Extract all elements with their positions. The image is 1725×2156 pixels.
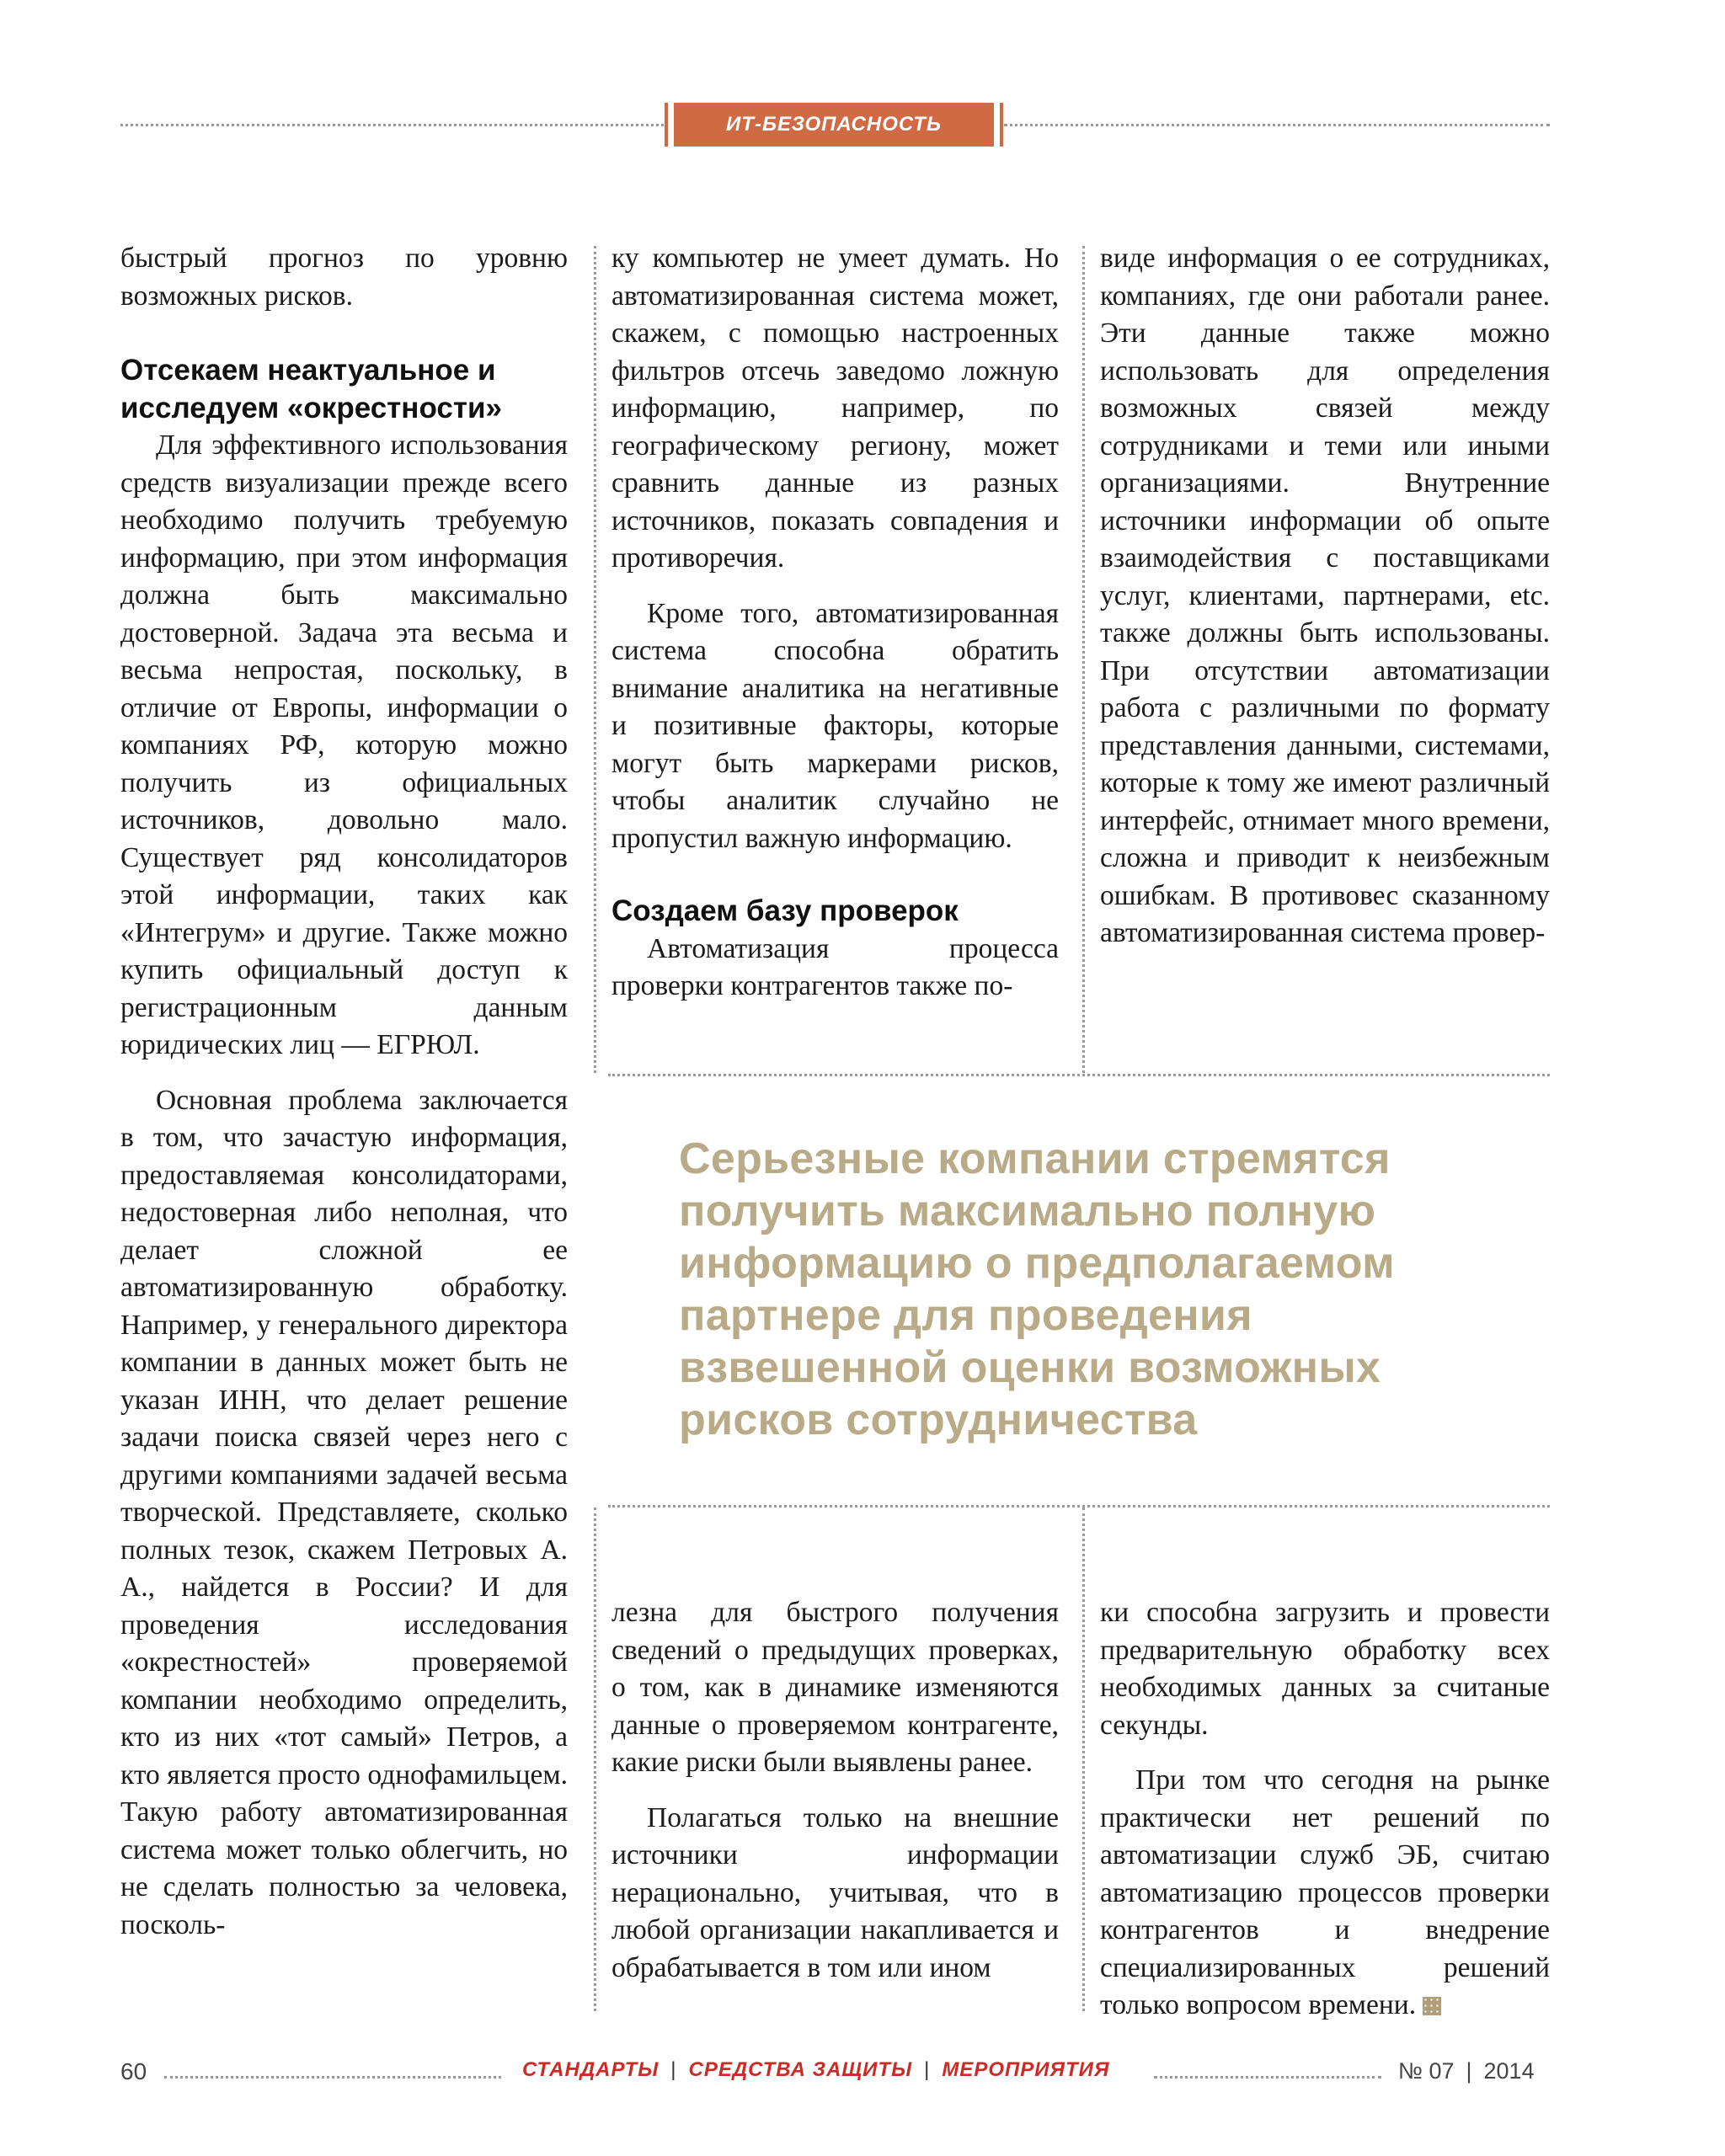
paragraph: виде информация о ее сотрудниках, компаниях, где они работали ранее. Эти данные также можно использовать для определения возможных связей между сотрудниками и теми или иными организациями. Внутренние источники информации об опыте взаимодействия с поставщиками услуг, клиентами, партнерами, etc. также должны быть использованы. При отсутствии автоматизации работа с различными по формату представления данными, системами, которые к тому же имеют различный интерфейс, отнимает много времени, сложна и приводит к неизбежным ошибкам. В противовес сказанному автоматизированная система провер- [1100, 243, 1550, 948]
paragraph: лезна для быстрого получения сведений о предыдущих проверках, о том, как в динамике изменяются данные о проверяемом контрагенте, какие риски были выявлены ранее. [611, 1597, 1059, 1778]
nav-separator: | [670, 2058, 677, 2081]
issue-year: 2014 [1483, 2058, 1535, 2084]
article-column-3-continued [1100, 1594, 1550, 2025]
end-of-article-icon [1423, 1997, 1441, 2015]
paragraph: Кроме того, автоматизированная система способна обратить внимание аналитика на негативные и позитивные факторы, которые могут быть маркерами рисков, чтобы аналитик случайно не пропустил важную информацию. [611, 597, 1059, 854]
header-rule-left [120, 124, 664, 126]
paragraph: Основная проблема заключается в том, что зачастую информация, предоставляемая консолидаторами, недостоверная либо неполная, что делает сложной ее автоматизированную обработку. Например, у генерального директора компании в данных может быть не указан ИНН, что делает решение задачи поиска связей через него с другими компаниями задачей весьма творческой. Представляете, сколько полных тезок, скажем Петровых А. А., найдется в России? И для проведения исследования «окрестностей» проверяемой компании необходимо определить, кто из них «тот самый» Петров, а кто является просто однофамильцем. Такую работу автоматизированная система может только облегчить, но не сделать полностью за человека, посколь- [120, 1084, 568, 1940]
footer-nav-item-protection[interactable]: СРЕДСТВА ЗАЩИТЫ [688, 2058, 913, 2081]
subheading: Отсекаем неактуальное и исследуем «окрестности» [120, 354, 502, 424]
article-column-3 [1100, 240, 1550, 953]
footer-rule-right [1154, 2076, 1381, 2079]
quote-rule-bottom [608, 1505, 1550, 1508]
paragraph: ку компьютер не умеет думать. Но автоматизированная система может, скажем, с помощью настроенных фильтров отсечь заведомо ложную информацию, например, по географическому региону, может сравнить данные из разных источников, показать совпадения и противоречия. [611, 243, 1059, 574]
quote-rule-top [608, 1074, 1550, 1076]
section-tag: ИТ-БЕЗОПАСНОСТЬ [674, 103, 994, 147]
paragraph: ки способна загрузить и провести предварительную обработку всех необходимых данных за считаные секунды. [1100, 1597, 1550, 1741]
paragraph: Автоматизация процесса проверки контрагентов также по- [611, 932, 1059, 1001]
header-rule-right [1004, 124, 1550, 126]
page-number: 60 [120, 2058, 147, 2084]
article-column-2-continued [611, 1594, 1059, 1987]
footer-nav-item-events[interactable]: МЕРОПРИЯТИЯ [942, 2058, 1110, 2081]
paragraph: Полагаться только на внешние источники информации нерационально, учитывая, что в любой организации накапливается и обрабатывается в том или ином [611, 1801, 1059, 1983]
article-column-2 [611, 240, 1059, 1006]
paragraph [1100, 1762, 1550, 2025]
footer-rule-left [164, 2076, 501, 2079]
pull-quote: Серьезные компании стремятся получить максимально полную информацию о предполагаемом партнере для проведения взвешенной оценки возможных рисков сотрудничества [679, 1134, 1395, 1444]
column-divider [594, 1508, 596, 2011]
subheading: Создаем базу проверок [611, 894, 959, 927]
column-divider [594, 246, 596, 1073]
issue-separator: | [1466, 2058, 1472, 2084]
issue-number: № 07 [1398, 2058, 1455, 2084]
nav-separator: | [924, 2058, 931, 2081]
paragraph-text: При том что сегодня на рынке практически нет решений по автоматизации служб ЭБ, считаю автоматизацию процессов проверки контрагентов и внедрение специализированных решений только вопросом времени. [1100, 1764, 1550, 2020]
issue-info [1398, 2058, 1535, 2084]
paragraph: Для эффективного использования средств визуализации прежде всего необходимо получить требуемую информацию, при этом информация должна быть максимально достоверной. Задача эта весьма и весьма непростая, поскольку, в отличие от Европы, информации о компаниях РФ, которую можно получить из официальных источников, довольно мало. Существует ряд консолидаторов этой информации, таких как «Интегрум» и другие. Также можно купить официальный доступ к регистрационным данным юридических лиц — ЕГРЮЛ. [120, 430, 568, 1060]
column-divider [1082, 246, 1085, 1073]
paragraph: быстрый прогноз по уровню возможных рисков. [120, 243, 568, 312]
article-column-1 [120, 240, 568, 1944]
column-divider [1082, 1508, 1085, 2011]
footer-nav [522, 2058, 1109, 2082]
footer-nav-item-standards[interactable]: СТАНДАРТЫ [522, 2058, 660, 2081]
